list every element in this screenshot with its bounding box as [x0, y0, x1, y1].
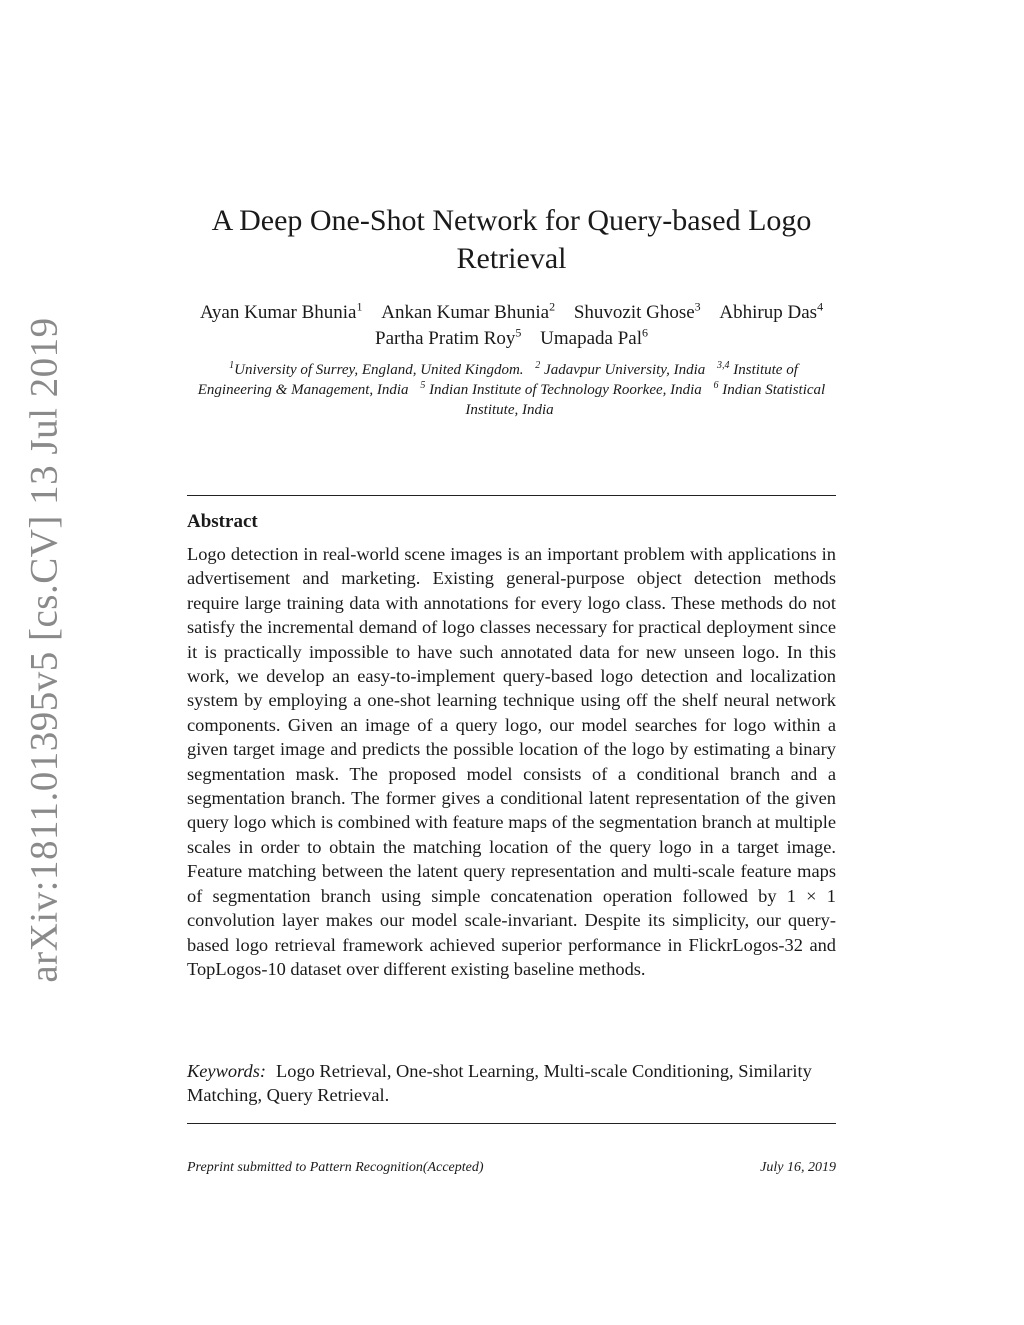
- footer-submission: Preprint submitted to Pattern Recognition(Accepted): [187, 1160, 484, 1175]
- author: Abhirup Das$^4$: [719, 299, 824, 323]
- author: Partha Pratim Roy$^5$: [375, 325, 522, 349]
- bottom-rule: [187, 1123, 836, 1124]
- affiliation: $^5$ Indian Institute of Technology Roorkee, India: [420, 380, 702, 398]
- keywords-text: Logo Retrieval, One-shot Learning, Multi-scale Conditioning, Similarity Matching, Query Retrieval.: [187, 1061, 812, 1106]
- abstract-text: Logo detection in real-world scene images is an important problem with applications in advertisement and marketing. Existing general-purpose object detection methods require large training data with annotations for every logo class. These methods do not satisfy the incremental demand of logo classes necessary for practical deployment since it is practically impossible to have such annotated data for new unseen logo. In this work, we develop an easy-to-implement query-based logo detection and localization system by employing a one-shot learning technique using off the shelf neural network components. Given an image of a query logo, our model searches for logo within a given target image and predicts the possible location of the logo by estimating a binary segmentation mask. The proposed model consists of a conditional branch and a segmentation branch. The former gives a conditional latent representation of the given query logo which is combined with feature maps of the segmentation branch at multiple scales in order to obtain the matching location of the query logo in a target image. Feature matching between the latent query representation and multi-scale feature maps of segmentation branch using simple concatenation operation followed by 1 × 1 convolution layer makes our model scale-invariant. Despite its simplicity, our query-based logo retrieval framework achieved superior performance in FlickrLogos-32 and TopLogos-10 dataset over different existing baseline methods.: [187, 544, 836, 979]
- author: Shuvozit Ghose$^3$: [573, 299, 701, 323]
- arxiv-id: arXiv:1811.01395v5 [cs.CV] 13 Jul 2019: [22, 317, 66, 983]
- author: Umapada Pal$^6$: [540, 325, 648, 349]
- abstract-heading: Abstract: [187, 511, 258, 532]
- author-list: [187, 300, 836, 352]
- affiliation: $^1$University of Surrey, England, United Kingdom.: [229, 360, 524, 378]
- keywords: [187, 1059, 836, 1108]
- author: Ankan Kumar Bhunia$^2$: [381, 299, 556, 323]
- affiliation: $^{3,4}$ Institute of Engineering & Management, India: [197, 360, 798, 398]
- affiliation-list: [187, 360, 836, 420]
- author: Ayan Kumar Bhunia$^1$: [199, 299, 363, 323]
- affiliation: $^6$ Indian Statistical Institute, India: [465, 380, 826, 418]
- footer-date: July 16, 2019: [760, 1160, 836, 1175]
- top-rule: [187, 495, 836, 496]
- keywords-label: Keywords:: [187, 1061, 267, 1081]
- paper-title: A Deep One-Shot Network for Query-based Logo Retrieval: [211, 204, 812, 275]
- affiliation: $^2$ Jadavpur University, India: [535, 360, 706, 378]
- footer: [187, 1160, 836, 1176]
